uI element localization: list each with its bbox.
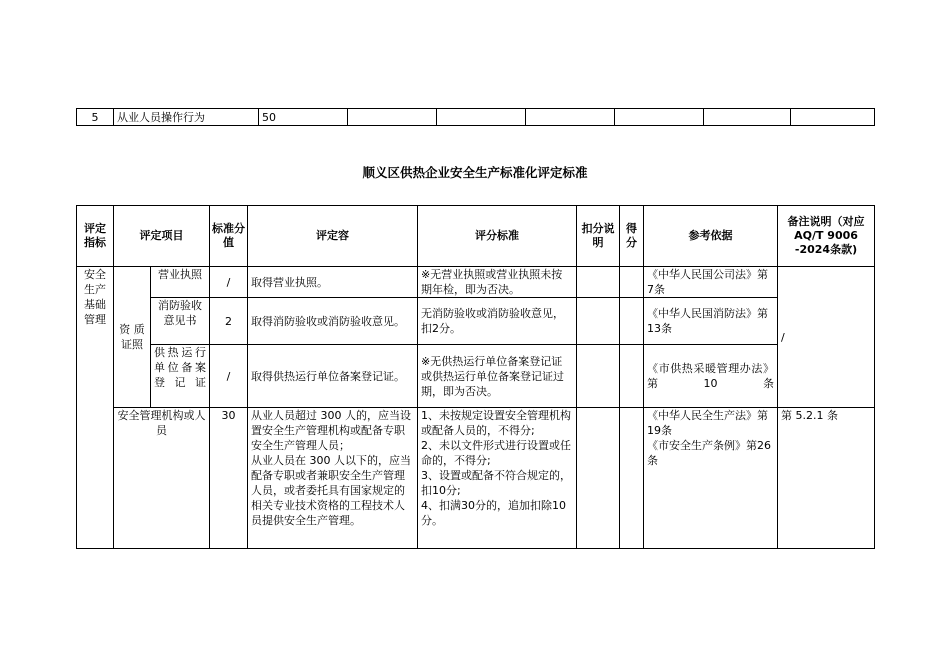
item-cell: 供热运行单位备案登记证 bbox=[151, 345, 210, 408]
basis-cell: 《中华人民全生产法》第19条 《市安全生产条例》第26条 bbox=[644, 408, 778, 549]
item-cell: 安全管理机构或人员 bbox=[114, 408, 210, 549]
item-score: 50 bbox=[259, 109, 348, 126]
content-cell: 取得供热运行单位备案登记证。 bbox=[248, 345, 418, 408]
basis-cell: 《中华人民国公司法》第7条 bbox=[644, 267, 778, 298]
got-cell bbox=[620, 298, 644, 345]
content-cell: 从业人员超过 300 人的，应当设置安全生产管理机构或配备专职安全生产管理人员； 从业人员在 300 人以下的，应当配备专职或者兼职安全生产管理人员，或者委托具有国家规定的相关专业技术资格的工程技术人员提供安全生产管理。 bbox=[248, 408, 418, 549]
previous-page-table-fragment bbox=[76, 108, 875, 126]
header-criteria: 评分标准 bbox=[418, 206, 577, 267]
header-content: 评定容 bbox=[248, 206, 418, 267]
score-cell: / bbox=[210, 267, 248, 298]
empty-cell bbox=[348, 109, 437, 126]
remark-cell: / bbox=[778, 267, 875, 408]
score-cell: 30 bbox=[210, 408, 248, 549]
empty-cell bbox=[791, 109, 875, 126]
criteria-cell: ※无供热运行单位备案登记证或供热运行单位备案登记证过期，即为否决。 bbox=[418, 345, 577, 408]
header-item: 评定项目 bbox=[114, 206, 210, 267]
table-row bbox=[77, 267, 875, 298]
basis-cell: 《市供热采暖管理办法》第10条 bbox=[644, 345, 778, 408]
header-remark: 备注说明（对应AQ/T 9006 -2024条款) bbox=[778, 206, 875, 267]
item-cell: 消防验收意见书 bbox=[151, 298, 210, 345]
document-title: 顺义区供热企业安全生产标准化评定标准 bbox=[362, 165, 588, 180]
criteria-cell: 无消防验收或消防验收意见，扣2分。 bbox=[418, 298, 577, 345]
got-cell bbox=[620, 267, 644, 298]
score-cell: 2 bbox=[210, 298, 248, 345]
evaluation-standard-table bbox=[76, 205, 875, 549]
empty-cell bbox=[615, 109, 704, 126]
table-row bbox=[77, 408, 875, 549]
got-cell bbox=[620, 408, 644, 549]
group-cell: 资 质证照 bbox=[114, 267, 151, 408]
score-cell: / bbox=[210, 345, 248, 408]
empty-cell bbox=[704, 109, 791, 126]
deduct-cell bbox=[577, 345, 620, 408]
content-cell: 取得消防验收或消防验收意见。 bbox=[248, 298, 418, 345]
content-cell: 取得营业执照。 bbox=[248, 267, 418, 298]
header-row bbox=[77, 206, 875, 267]
header-std-score: 标准分值 bbox=[210, 206, 248, 267]
deduct-cell bbox=[577, 267, 620, 298]
got-cell bbox=[620, 345, 644, 408]
deduct-cell bbox=[577, 408, 620, 549]
deduct-cell bbox=[577, 298, 620, 345]
item-name: 从业人员操作行为 bbox=[114, 109, 259, 126]
empty-cell bbox=[437, 109, 526, 126]
item-cell: 营业执照 bbox=[151, 267, 210, 298]
criteria-cell: 1、未按规定设置安全管理机构或配备人员的，不得分; 2、未以文件形式进行设置或任命的，不得分; 3、设置或配备不符合规定的，扣10分; 4、扣满30分的，追加扣除10分。 bbox=[418, 408, 577, 549]
table-row bbox=[77, 109, 875, 126]
table-row bbox=[77, 298, 875, 345]
header-basis: 参考依据 bbox=[644, 206, 778, 267]
row-number: 5 bbox=[77, 109, 114, 126]
header-got: 得分 bbox=[620, 206, 644, 267]
indicator-cell: 安全生产基础管理 bbox=[77, 267, 114, 549]
header-deduct: 扣分说明 bbox=[577, 206, 620, 267]
criteria-cell: ※无营业执照或营业执照未按期年检，即为否决。 bbox=[418, 267, 577, 298]
remark-cell: 第 5.2.1 条 bbox=[778, 408, 875, 549]
empty-cell bbox=[526, 109, 615, 126]
basis-cell: 《中华人民国消防法》第13条 bbox=[644, 298, 778, 345]
table-row bbox=[77, 345, 875, 408]
header-indicator: 评定指标 bbox=[77, 206, 114, 267]
